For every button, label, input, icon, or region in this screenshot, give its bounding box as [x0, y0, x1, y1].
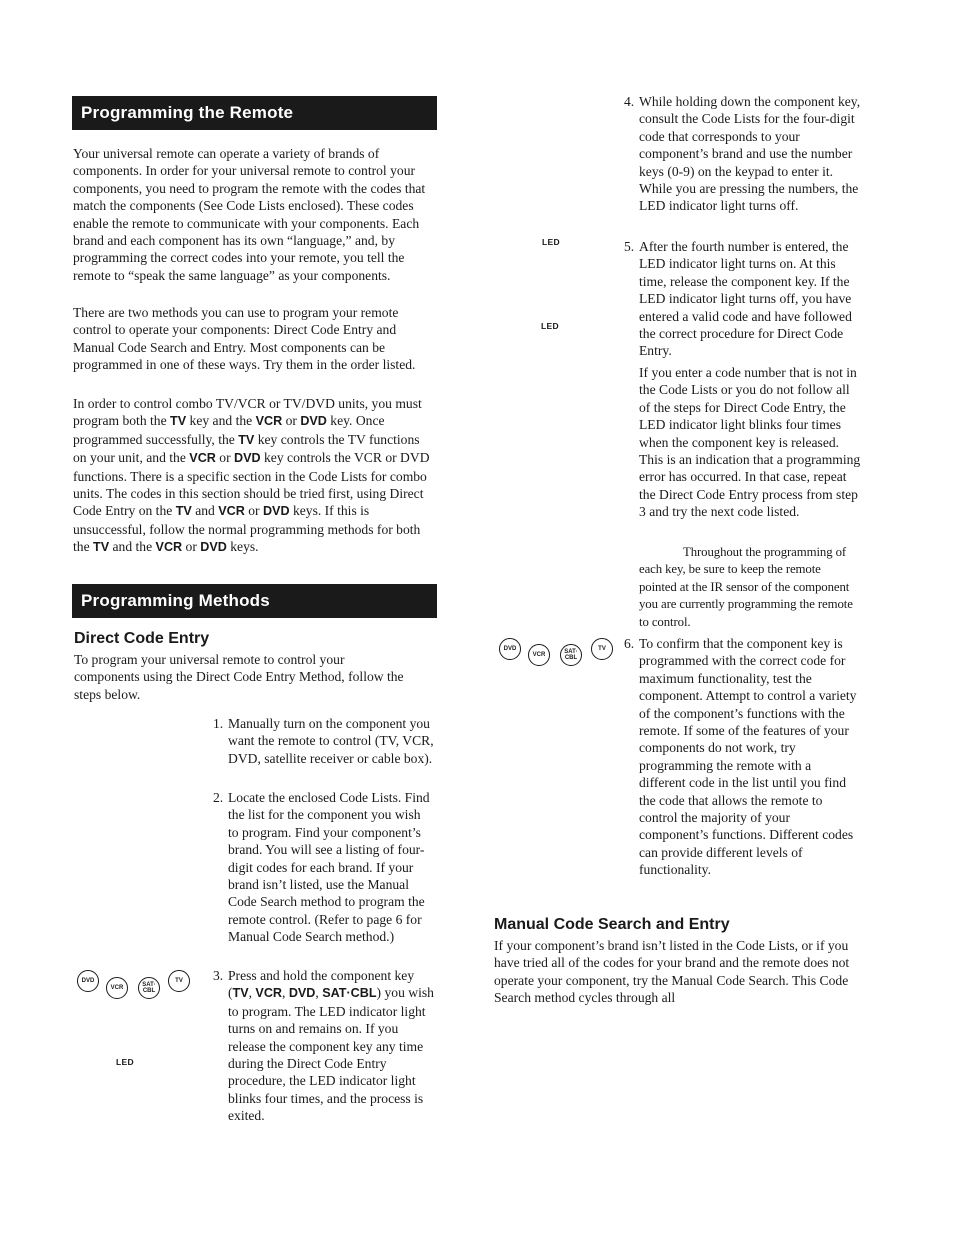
combo-text: or: [215, 450, 235, 466]
cbl-label: CBL: [142, 988, 156, 994]
combo-text: key. Once programmed successfully, the: [73, 413, 385, 447]
cbl-label: CBL: [564, 655, 578, 661]
section-title-programming-the-remote: [72, 96, 437, 130]
step-2-text: Locate the enclosed Code Lists. Find the list for the component you wish to program. Find your component’s brand. You will see a listing of four-digit codes for each brand. If your brand isn’t listed, use the Manual Code Search method to program the remote control. (Refer to page 6 for Manual Code Search method.): [228, 790, 430, 945]
vcr-key-label: VCR: [155, 540, 183, 555]
vcr-key-label: VCR: [255, 414, 283, 429]
step-3-number: 3.: [213, 968, 224, 983]
combo-text: In order to control combo TV/VCR or TV/DVD units, you must program both the: [73, 396, 422, 429]
comma: ,: [315, 985, 323, 1001]
combo-units-paragraph: [73, 395, 435, 557]
combo-text: key and the: [186, 413, 256, 429]
intro-paragraph-1: Your universal remote can operate a variety of brands of components. In order for your universal remote to control your components, you need to program the remote with the codes that match the components (See Code Lists enclosed). These codes enable the remote to communicate with your components. Each brand and each component has its own “language,” and, by programming the correct codes into your remote, you tell the remote to “speak the same language” as your components.: [73, 146, 426, 283]
combo-text: or: [282, 413, 301, 429]
dvd-key-label: DVD: [300, 414, 327, 429]
vcr-key-icon: [528, 644, 550, 666]
tv-key-label: TV: [238, 432, 255, 447]
sat-label: SAT·: [142, 981, 156, 988]
programming-tip: Throughout the programming of each key, be sure to keep the remote pointed at the IR sensor of the component you are currently programming the remote to control.: [639, 545, 853, 629]
combo-text: key controls the TV functions on your unit, and the: [73, 431, 420, 466]
tv-key-label: TV: [232, 986, 249, 1001]
tv-key-text: TV: [598, 645, 606, 652]
vcr-key-label: VCR: [218, 504, 245, 519]
tv-key-icon: [168, 970, 190, 992]
sat-cbl-key-label: SAT·CBL: [322, 986, 377, 1001]
tv-key-label: TV: [170, 414, 187, 429]
direct-code-entry-heading: Direct Code Entry: [74, 630, 210, 647]
step-5-error-paragraph: If you enter a code number that is not in the Code Lists or you do not follow all of the steps for Direct Code Entry, the LED indicator light blinks four times when the component key is released. This is an indication that a programming error has occurred. In that case, repeat the Direct Code Entry process from step 3 and try the next code listed.: [639, 365, 861, 520]
step-1-text: Manually turn on the component you want the remote to control (TV, VCR, DVD, satellite receiver or cable box).: [228, 716, 434, 766]
comma: ,: [248, 985, 256, 1001]
dvd-key-text: DVD: [503, 645, 517, 652]
vcr-key-label: VCR: [255, 986, 283, 1001]
combo-text: and: [191, 503, 219, 519]
step-4-text: While holding down the component key, consult the Code Lists for the four-digit code that corresponds to your component’s brand and use the number keys (0-9) on the keypad to enter it. While you are pressing the numbers, the LED indicator light turns off.: [639, 94, 861, 214]
manual-code-search-text: If your component’s brand isn’t listed in the Code Lists, or if you have tried all of the codes for your brand and the remote does not operate your component, try the Manual Code Search. This Code Search method cycles through all: [494, 938, 850, 1006]
dvd-key-icon: [77, 970, 99, 992]
step-5-text: After the fourth number is entered, the LED indicator light turns on. At this time, release the component key. If the LED indicator light turns off, you have entered a valid code and have followed the correct procedure for Direct Code Entry.: [639, 239, 852, 359]
vcr-key-icon: [106, 977, 128, 999]
intro-paragraph-2: There are two methods you can use to program your remote control to operate your components: Direct Code Entry and Manual Code Search and Entry. Most components can be programmed in one of these ways. Try them in the order listed.: [73, 305, 416, 373]
sat-cbl-key-text: [142, 982, 156, 995]
step-1-number: 1.: [213, 716, 224, 731]
step-6-number: 6.: [624, 636, 635, 651]
tv-key-label: TV: [175, 504, 192, 519]
step-5-number: 5.: [624, 239, 635, 254]
led-indicator-label: LED: [116, 1057, 134, 1067]
led-indicator-label: LED: [541, 321, 559, 331]
dvd-key-label: DVD: [288, 986, 316, 1001]
combo-text: and the: [109, 539, 156, 555]
vcr-key-label: VCR: [189, 451, 216, 466]
sat-cbl-key-text: [564, 649, 578, 662]
combo-text: or: [182, 539, 201, 555]
dvd-key-label: DVD: [200, 540, 227, 555]
step-2-number: 2.: [213, 790, 224, 805]
combo-text: keys. If this is unsuccessful, follow the normal programming methods for both the: [73, 503, 421, 555]
section-title-programming-methods: [72, 584, 437, 618]
section-title-text: Programming Methods: [81, 591, 270, 610]
section-title-text: Programming the Remote: [81, 103, 294, 122]
step-3-text-part: Press and hold the component key (: [228, 968, 415, 1001]
sat-cbl-key-icon: [138, 977, 160, 999]
combo-text: or: [244, 503, 263, 519]
tv-key-icon: [591, 638, 613, 660]
step-4-number: 4.: [624, 94, 635, 109]
step-3-text-part: ) you wish to program. The LED indicator light turns on and remains on. If you release the component key any time during the Direct Code Entry procedure, the LED indicator light blinks four times, and the process is exited.: [228, 985, 434, 1124]
dvd-key-label: DVD: [262, 504, 290, 519]
vcr-key-text: VCR: [532, 651, 546, 658]
manual-code-search-heading: Manual Code Search and Entry: [494, 916, 730, 933]
dvd-key-icon: [499, 638, 521, 660]
comma: ,: [282, 985, 289, 1001]
led-indicator-label: LED: [542, 237, 560, 247]
combo-text: key controls the VCR or DVD functions. There is a specific section in the Code Lists for combo units. The codes in this section should be tried first, using Direct Code Entry on the: [73, 450, 430, 519]
combo-text: keys.: [226, 539, 259, 555]
dvd-key-label: DVD: [234, 451, 261, 466]
step-6-text: To confirm that the component key is programmed with the correct code for maximum functionality, test the component. Attempt to control a variety of the component’s functions with the remote. If some of the features of your components do not work, try programming the remote with a different code in the list until you find the code that allows the remote to control the majority of your component’s functions. Different codes can provide different levels of functionality.: [639, 636, 857, 878]
dvd-key-text: DVD: [81, 977, 95, 984]
direct-code-entry-intro: To program your universal remote to control your components using the Direct Code Entry Method, follow the steps below.: [74, 652, 404, 702]
step-3-text: [228, 967, 436, 1125]
vcr-key-text: VCR: [110, 984, 124, 991]
tv-key-text: TV: [175, 977, 183, 984]
tv-key-label: TV: [93, 540, 110, 555]
sat-label: SAT·: [564, 648, 578, 655]
sat-cbl-key-icon: [560, 644, 582, 666]
